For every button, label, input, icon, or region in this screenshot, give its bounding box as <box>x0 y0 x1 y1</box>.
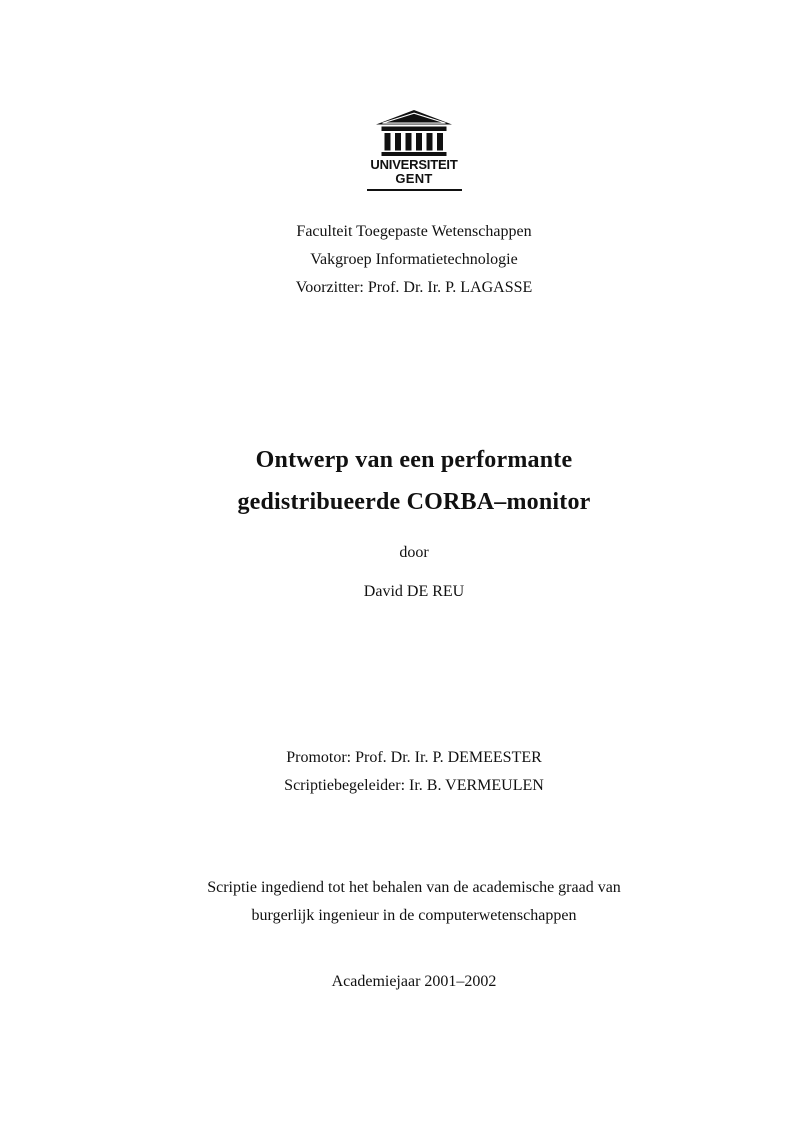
advisor-line: Scriptiebegeleider: Ir. B. VERMEULEN <box>284 777 544 794</box>
thesis-title <box>34 439 794 523</box>
byline-door: door <box>399 544 429 561</box>
academic-year: Academiejaar 2001–2002 <box>331 973 497 990</box>
faculty-line: Faculteit Toegepaste Wetenschappen <box>296 223 532 240</box>
thesis-title-line-1: Ontwerp van een performante <box>255 447 573 473</box>
author-name: David DE REU <box>363 583 465 600</box>
thesis-title-line-2: gedistribueerde CORBA–monitor <box>237 489 591 515</box>
supervisors-block <box>34 744 794 800</box>
logo-underline <box>367 189 462 191</box>
university-logo <box>34 110 794 191</box>
submission-line-2: burgerlijk ingenieur in de computerwetenschappen <box>251 907 577 924</box>
faculty-block <box>34 218 794 302</box>
department-line: Vakgroep Informatietechnologie <box>310 251 518 268</box>
promotor-line: Promotor: Prof. Dr. Ir. P. DEMEESTER <box>286 749 542 766</box>
submission-statement <box>34 874 794 930</box>
submission-line-1: Scriptie ingediend tot het behalen van de academische graad van <box>207 879 621 896</box>
ugent-temple-icon <box>376 110 452 156</box>
chairman-line: Voorzitter: Prof. Dr. Ir. P. LAGASSE <box>295 279 533 296</box>
logo-city-name: GENT <box>395 171 433 186</box>
logo-university-name: UNIVERSITEIT <box>370 157 458 172</box>
